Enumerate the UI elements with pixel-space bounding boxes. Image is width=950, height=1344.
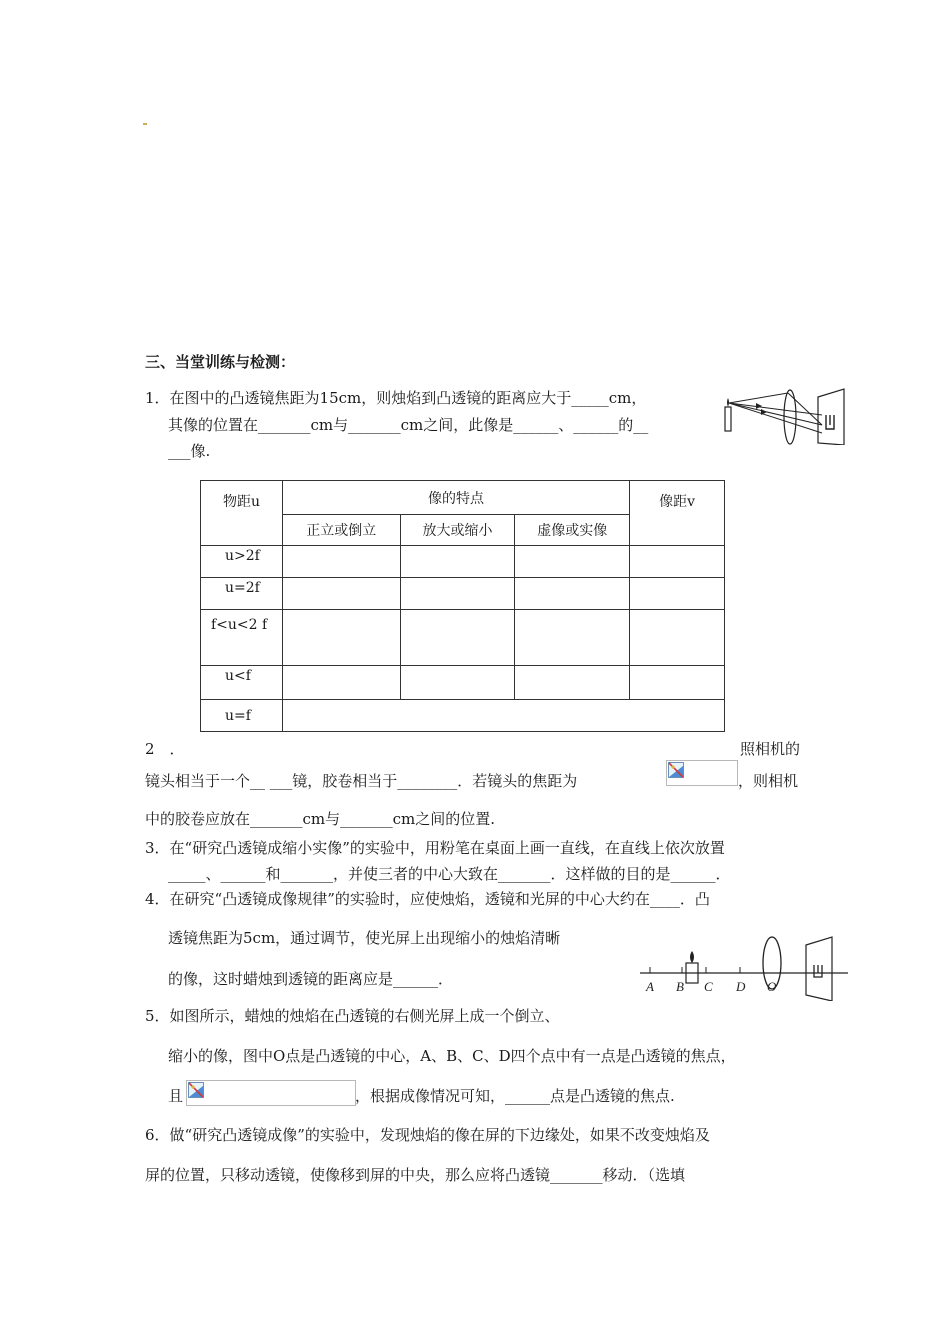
q5-line1: 5．如图所示，蜡烛的烛焰在凸透镜的右侧光屏上成一个倒立、 [145, 1007, 560, 1025]
header-orientation: 正立或倒立 [282, 515, 400, 546]
answer-cell[interactable] [282, 610, 400, 666]
answer-cell[interactable] [630, 610, 725, 666]
answer-cell[interactable] [400, 546, 515, 578]
broken-image-icon [188, 1082, 204, 1098]
row-label: f<u<2 f [201, 610, 283, 666]
answer-cell[interactable] [630, 546, 725, 578]
point-label-c: C [704, 979, 713, 994]
q2-number: 2 ． [145, 740, 185, 758]
answer-cell[interactable] [515, 578, 630, 610]
optical-bench-figure [638, 935, 850, 1001]
answer-cell[interactable] [282, 700, 724, 732]
q1-line2: 其像的位置在_______cm与_______cm之间，此像是______、______的__ [168, 416, 649, 434]
header-size: 放大或缩小 [400, 515, 515, 546]
table-row [201, 578, 725, 610]
q4-line2: 透镜焦距为5cm，通过调节，使光屏上出现缩小的烛焰清晰 [168, 929, 561, 947]
answer-cell[interactable] [400, 578, 515, 610]
q5-line2: 缩小的像，图中O点是凸透镜的中心，A、B、C、D四个点中有一点是凸透镜的焦点， [168, 1047, 736, 1065]
q2-line2-a: 镜头相当于一个__ ___镜，胶卷相当于________．若镜头的焦距为 [145, 772, 578, 790]
answer-cell[interactable] [515, 666, 630, 700]
section-title: 三、当堂训练与检测： [145, 353, 296, 371]
answer-cell[interactable] [282, 578, 400, 610]
q5-line3-a: 且 [168, 1087, 184, 1105]
point-label-b: B [676, 979, 684, 994]
answer-cell[interactable] [630, 666, 725, 700]
broken-image-placeholder [666, 760, 738, 786]
row-label: u>2f [201, 546, 283, 578]
q3-line1: 3．在“研究凸透镜成缩小实像”的实验中，用粉笔在桌面上画一直线，在直线上依次放置 [145, 839, 725, 857]
image-properties-table [200, 480, 725, 732]
q1-lens-figure [722, 385, 852, 445]
table-row [201, 610, 725, 666]
q2-line2-b: ，则相机 [738, 772, 799, 790]
row-label: u<f [201, 666, 283, 700]
q4-line3: 的像，这时蜡烛到透镜的距离应是______． [168, 970, 454, 988]
point-label-d: D [736, 979, 746, 994]
header-type: 虚像或实像 [515, 515, 630, 546]
header-image-features: 像的特点 [282, 481, 629, 515]
header-image-distance: 像距v [630, 481, 725, 546]
q2-tail: 照相机的 [740, 740, 801, 758]
q3-line2: _____、______和_______，并使三者的中心大致在_______．这样做的目的是______． [168, 865, 731, 883]
q5-line3-b: ，根据成像情况可知，______点是凸透镜的焦点. [355, 1087, 675, 1105]
q1-line1: 1．在图中的凸透镜焦距为15cm，则烛焰到凸透镜的距离应大于_____cm， [145, 389, 647, 407]
answer-cell[interactable] [400, 610, 515, 666]
answer-cell[interactable] [515, 610, 630, 666]
row-label: u=f [201, 700, 283, 732]
header-object-distance: 物距u [201, 481, 283, 546]
answer-cell[interactable] [282, 546, 400, 578]
row-label: u=2f [201, 578, 283, 610]
q2-line3: 中的胶卷应放在_______cm与_______cm之间的位置. [145, 810, 496, 828]
q4-line1: 4．在研究“凸透镜成像规律”的实验时，应使烛焰，透镜和光屏的中心大约在____．凸 [145, 890, 710, 908]
table-row [201, 666, 725, 700]
broken-image-placeholder [186, 1080, 356, 1106]
table-row [201, 546, 725, 578]
point-label-o: O [767, 979, 777, 994]
point-label-a: A [646, 979, 654, 994]
answer-cell[interactable] [282, 666, 400, 700]
q6-line2: 屏的位置，只移动透镜，使像移到屏的中央，那么应将凸透镜_______移动．（选填 [145, 1166, 686, 1184]
answer-cell[interactable] [400, 666, 515, 700]
answer-cell[interactable] [515, 546, 630, 578]
answer-cell[interactable] [630, 578, 725, 610]
table-row [201, 700, 725, 732]
q1-line3: ___像. [168, 442, 211, 460]
broken-image-icon [668, 762, 684, 778]
q6-line1: 6．做“研究凸透镜成像”的实验中，发现烛焰的像在屏的下边缘处，如果不改变烛焰及 [145, 1126, 710, 1144]
stray-mark [143, 123, 147, 125]
